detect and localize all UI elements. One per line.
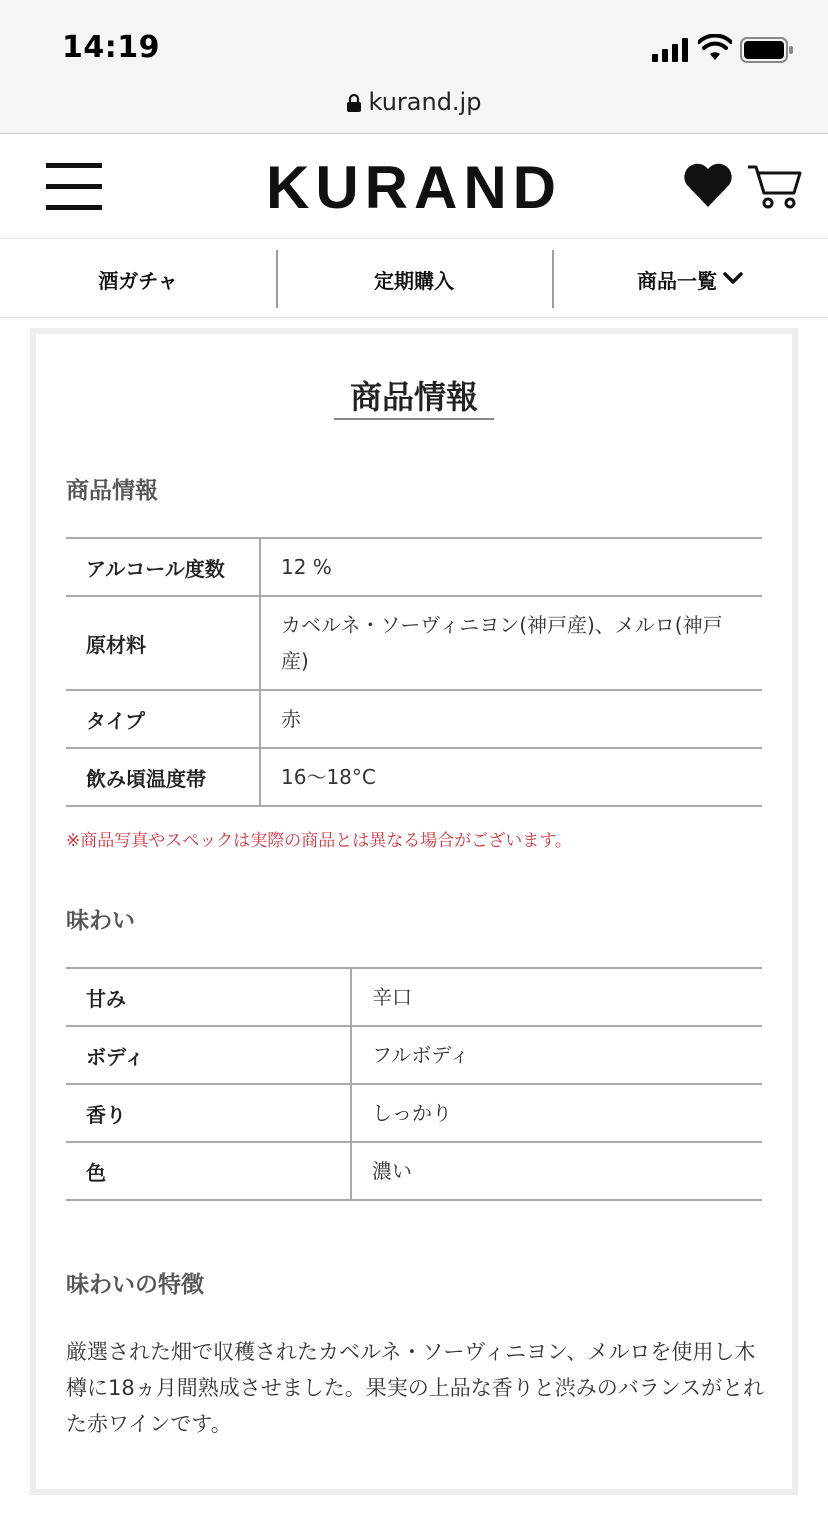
spec-value: 16〜18°C: [260, 748, 762, 806]
feature-description: 厳選された畑で収穫されたカベルネ・ソーヴィニヨン、メルロを使用し木樽に18ヵ月間熟成させました。果実の上品な香りと渋みのバランスがとれた赤ワインです。: [66, 1340, 765, 1436]
taste-key: 香り: [66, 1084, 351, 1142]
table-row: [66, 748, 762, 806]
browser-status-bar: [0, 0, 828, 134]
table-row: [66, 1142, 762, 1200]
spec-key: タイプ: [66, 690, 260, 748]
address-bar[interactable]: [0, 88, 828, 116]
taste-value: 辛口: [351, 968, 762, 1026]
wifi-icon: [698, 34, 732, 62]
taste-table: [66, 967, 762, 1201]
status-time: 14:19: [62, 30, 160, 65]
table-row: [66, 690, 762, 748]
table-row: [66, 968, 762, 1026]
nav-item-subscription[interactable]: 定期購入: [276, 240, 552, 318]
taste-key: 色: [66, 1142, 351, 1200]
product-info-heading: 商品情報: [66, 478, 158, 504]
battery-icon: [740, 36, 794, 64]
product-info-card: [30, 328, 798, 1495]
url-text: kurand.jp: [368, 88, 482, 116]
taste-key: 甘み: [66, 968, 351, 1026]
feature-heading: 味わいの特徴: [66, 1272, 204, 1298]
disclaimer-note: ※商品写真やスペックは実際の商品とは異なる場合がございます。: [66, 831, 572, 851]
table-row: [66, 1084, 762, 1142]
table-row: [66, 538, 762, 596]
taste-key: ボディ: [66, 1026, 351, 1084]
heart-icon[interactable]: [682, 161, 734, 209]
site-logo[interactable]: KURAND: [266, 154, 562, 221]
spec-key: アルコール度数: [66, 538, 260, 596]
chevron-down-icon: [723, 272, 743, 286]
title-underline: [334, 418, 494, 420]
nav-item-sake-gacha[interactable]: 酒ガチャ: [98, 268, 178, 293]
cart-icon[interactable]: [746, 161, 802, 211]
site-header: [0, 135, 828, 239]
cellular-signal-icon: [652, 38, 690, 62]
spec-value: 12 %: [260, 538, 762, 596]
taste-heading: 味わい: [66, 908, 135, 934]
taste-value: 濃い: [351, 1142, 762, 1200]
taste-value: フルボディ: [351, 1026, 762, 1084]
nav-item-product-list[interactable]: 商品一覧: [552, 240, 828, 318]
lock-icon: [347, 94, 361, 112]
page-title: 商品情報: [349, 378, 478, 416]
spec-table: [66, 537, 762, 807]
spec-key: 原材料: [66, 596, 260, 690]
category-nav: [0, 240, 828, 318]
table-row: [66, 1026, 762, 1084]
spec-value: カベルネ・ソーヴィニヨン(神戸産)、メルロ(神戸産): [260, 596, 762, 690]
spec-key: 飲み頃温度帯: [66, 748, 260, 806]
taste-value: しっかり: [351, 1084, 762, 1142]
spec-value: 赤: [260, 690, 762, 748]
table-row: [66, 596, 762, 690]
